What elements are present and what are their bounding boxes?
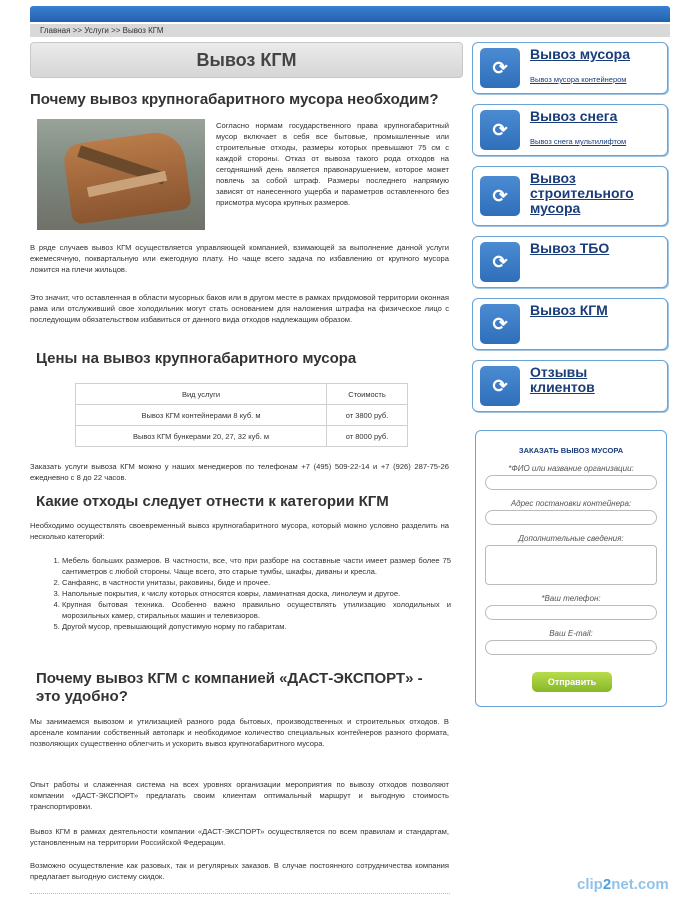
table-cell: Вывоз КГМ бункерами 20, 27, 32 куб. м <box>76 426 327 447</box>
sidebar-item-kgm[interactable] <box>472 298 668 350</box>
section-heading-why-needed: Почему вывоз крупногабаритного мусора необходим? <box>30 91 439 108</box>
watermark-text-pre: clip <box>577 876 603 893</box>
name-input[interactable] <box>485 475 657 490</box>
breadcrumb-text[interactable]: Главная >> Услуги >> Вывоз КГМ <box>40 26 164 35</box>
phone-field-label: *Ваш телефон: <box>541 594 601 603</box>
sidebar-item-label[interactable]: Вывоз мусора <box>530 46 630 62</box>
refresh-arrows-icon: ⟳ <box>480 304 520 344</box>
categories-list <box>30 555 451 632</box>
watermark-text-num: 2 <box>602 876 612 893</box>
phone-input[interactable] <box>485 605 657 620</box>
sidebar-item-label[interactable]: Отзывы клиентов <box>530 364 595 395</box>
table-row <box>76 426 408 447</box>
email-field-label: Ваш E-mail: <box>549 629 593 638</box>
list-item: 1. Мебель больших размеров. В частности, все, что при разборе на составные части имеет размер более 75 сантиметров с любой стороны. Чаще всего, это старые тумбы, шкафы, диваны и кресла. <box>62 555 451 577</box>
paragraph-management: В ряде случаев вывоз КГМ осуществляется управляющей компанией, взимающей за выполнение данной услуги ежемесячную, поквартальную или ежегодную плату. Но чаще всего задача по избавлению от крупного мусора ложится на плечи жильцов. <box>30 243 449 274</box>
list-item: 4. Крупная бытовая техника. Особенно важно правильно осуществлять утилизацию холодильных и морозильных камер, стиральных машин и телевизоров. <box>62 599 451 621</box>
top-header-bar <box>30 6 670 22</box>
order-form-title: ЗАКАЗАТЬ ВЫВОЗ МУСОРА <box>518 446 624 455</box>
details-textarea[interactable] <box>485 545 657 585</box>
column-header-cost: Стоимость <box>327 384 408 405</box>
page-title: Вывоз КГМ <box>30 42 463 78</box>
refresh-arrows-icon: ⟳ <box>480 176 520 216</box>
table-row <box>76 405 408 426</box>
why-paragraph-3: Вывоз КГМ в рамках деятельности компании «ДАСТ-ЭКСПОРТ» осуществляется по всем правилам и стандартам, установленным на территории Российской Федерации. <box>30 827 449 847</box>
column-header-service: Вид услуги <box>76 384 327 405</box>
prices-heading: Цены на вывоз крупногабаритного мусора <box>36 350 357 367</box>
sidebar-item-garbage-removal[interactable] <box>472 42 668 94</box>
watermark-text-post: net.com <box>611 876 669 893</box>
sidebar-item-sublink[interactable]: Вывоз снега мультилифтом <box>530 137 627 146</box>
order-form <box>475 430 667 707</box>
table-cell: от 8000 руб. <box>327 426 408 447</box>
submit-button[interactable]: Отправить <box>532 672 612 692</box>
table-header-row <box>76 384 408 405</box>
sidebar-item-construction-waste[interactable] <box>472 166 668 226</box>
sidebar-item-tbo[interactable] <box>472 236 668 288</box>
why-company-heading: Почему вывоз КГМ с компанией «ДАСТ-ЭКСПОРТ» - это удобно? <box>36 670 423 705</box>
refresh-arrows-icon: ⟳ <box>480 48 520 88</box>
details-field-label: Дополнительные сведения: <box>518 534 624 543</box>
why-paragraph-2: Опыт работы и слаженная система на всех уровнях организации мероприятия по вывозу отходов позволяют компании «ДАСТ-ЭКСПОРТ» предлагать своим клиентам оптимальный маршрут и выгодную стоимость транспортировки. <box>30 780 449 811</box>
categories-intro: Необходимо осуществлять своевременный вывоз крупногабаритного мусора, который можно условно разделить на несколько категорий: <box>30 521 449 541</box>
refresh-arrows-icon: ⟳ <box>480 242 520 282</box>
email-input[interactable] <box>485 640 657 655</box>
watermark-logo <box>577 876 669 893</box>
intro-paragraph: Согласно нормам государственного права крупногабаритный мусор включает в себя все бытовые, промышленные или строительные отходы, размеры которых превышают 75 см с каждой стороны. Отказ от вывоза такого рода отходов на сегодняшний день является правонарушением, которое может повлечь за собой штраф. Размеры последнего напрямую зависят от нанесенного ущерба и параметров оставленного без присмотра мусора крупных размеров. <box>216 121 449 207</box>
table-cell: Вывоз КГМ контейнерами 8 куб. м <box>76 405 327 426</box>
list-item: 2. Санфаянс, в частности унитазы, раковины, биде и прочее. <box>62 577 451 588</box>
categories-heading: Какие отходы следует отнести к категории КГМ <box>36 493 389 510</box>
address-input[interactable] <box>485 510 657 525</box>
refresh-arrows-icon: ⟳ <box>480 110 520 150</box>
sidebar-item-label[interactable]: Вывоз строительного мусора <box>530 170 634 216</box>
order-phone-paragraph: Заказать услуги вывоза КГМ можно у наших менеджеров по телефонам +7 (495) 509-22-14 и +7 (926) 287-75-26 ежедневно с 8 до 22 часов. <box>30 462 449 482</box>
list-item: 3. Напольные покрытия, к числу которых относятся ковры, ламинатная доска, линолеум и другое. <box>62 588 451 599</box>
table-cell: от 3800 руб. <box>327 405 408 426</box>
sidebar-item-reviews[interactable] <box>472 360 668 412</box>
refresh-arrows-icon: ⟳ <box>480 366 520 406</box>
sidebar-item-label[interactable]: Вывоз снега <box>530 108 618 124</box>
name-field-label: *ФИО или название организации: <box>508 464 634 473</box>
main-content <box>30 42 463 881</box>
breadcrumb <box>30 24 670 37</box>
sofa-shape <box>62 129 192 225</box>
list-item: 5. Другой мусор, превышающий допустимую норму по габаритам. <box>62 621 451 632</box>
sidebar-item-sublink[interactable]: Вывоз мусора контейнером <box>530 75 627 84</box>
sidebar-item-label[interactable]: Вывоз ТБО <box>530 240 610 256</box>
why-paragraph-4: Возможно осуществление как разовых, так и регулярных заказов. В случае постоянного сотрудничества компания предлагает выгодную систему скидок. <box>30 861 449 881</box>
paragraph-fine: Это значит, что оставленная в области мусорных баков или в другом месте в рамках придомовой территории оконная рама или отслуживший свое холодильник могут стать основанием для наложения штрафа на физическое лицо с последующим обязательством избавиться от данного вида отходов надлежащим образом. <box>30 293 449 324</box>
why-paragraph-1: Мы занимаемся вывозом и утилизацией разного рода бытовых, производственных и строительных отходов. В арсенале компании собственный автопарк и необходимое количество специальных контейнеров разного формата, позволяющих существенно облегчить и ускорить вывоз крупногабаритного мусора. <box>30 717 449 748</box>
sidebar-item-snow-removal[interactable] <box>472 104 668 156</box>
address-field-label: Адрес постановки контейнера: <box>510 499 632 508</box>
footer-divider <box>30 893 450 895</box>
sidebar-item-label[interactable]: Вывоз КГМ <box>530 302 608 318</box>
price-table <box>75 383 408 447</box>
junk-sofa-photo <box>37 119 205 230</box>
